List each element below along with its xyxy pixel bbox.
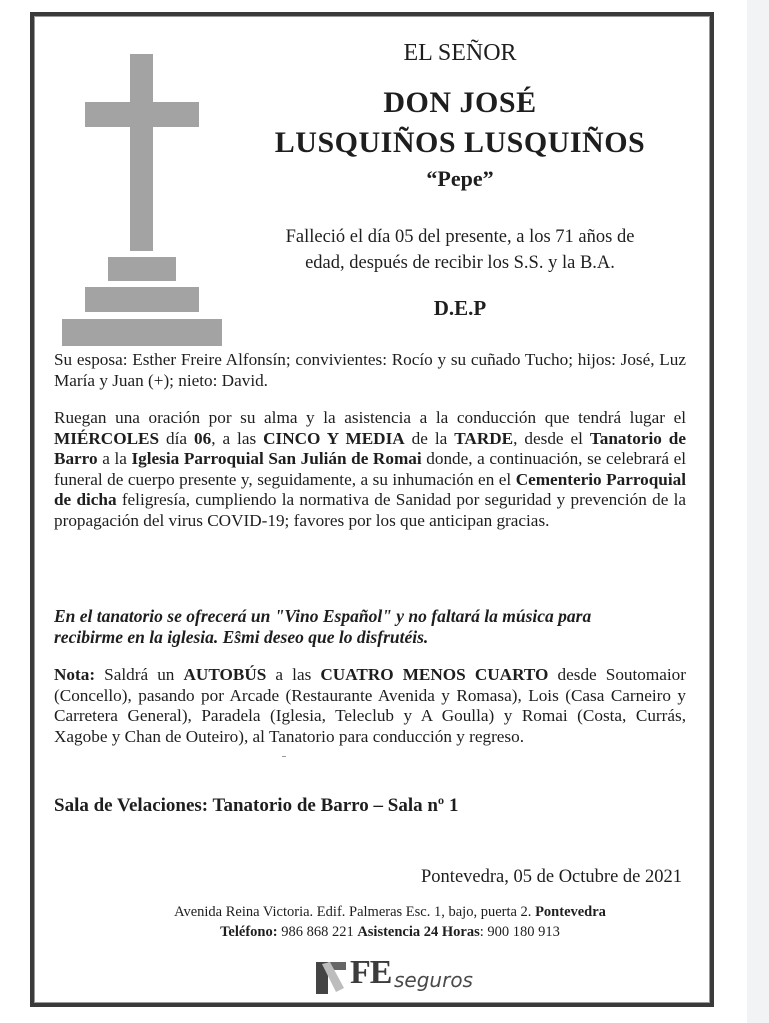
ceremony-text: , a las bbox=[211, 428, 264, 448]
ceremony-text: de la bbox=[404, 428, 455, 448]
ceremony-church: Iglesia Parroquial San Julián de Romai bbox=[131, 449, 422, 468]
ceremony-text: Ruegan una oración por su alma y la asistencia a la conducción que tendrá lugar el bbox=[54, 408, 686, 427]
note-text: desde Soutomaior (Concello), pasando por Arcade (Restaurante Avenida y Romasa), Lois (Casa Carneiro y Carretera General), Paradela (Iglesia, Teleclub y A Goulla) y Romai (Costa, Currás, Xagobe y Chan de Outeiro), al Tanatorio para conducción y regreso. bbox=[54, 665, 686, 746]
ceremony-origin: Tanatorio de Barro bbox=[54, 428, 686, 468]
deceased-name-line2: LUSQUIÑOS LUSQUIÑOS bbox=[274, 126, 646, 159]
note-bus: AUTOBÚS bbox=[183, 665, 267, 684]
scan-mark bbox=[282, 756, 286, 757]
ceremony-period: TARDE bbox=[454, 428, 514, 448]
dep-label: D.E.P bbox=[433, 296, 487, 320]
cross-step-bottom bbox=[62, 319, 222, 346]
ceremony-cemetery: Cementerio Parroquial de dicha bbox=[54, 469, 686, 509]
funeral-home-contact bbox=[80, 902, 700, 942]
wake-room: Sala de Velaciones: Tanatorio de Barro – Sala nº 1 bbox=[54, 795, 459, 816]
place-date: Pontevedra, 05 de Octubre de 2021 bbox=[421, 867, 682, 887]
death-statement-line1: Falleció el día 05 del presente, a los 71 años de bbox=[285, 227, 635, 247]
ceremony-text: feligresía, cumpliendo la normativa de Sanidad por seguridad y prevención de la propagación del virus COVID-19; favores por los que anticipan gracias. bbox=[54, 490, 686, 530]
assistance-label: Asistencia 24 Horas bbox=[357, 924, 480, 940]
deceased-nickname: “Pepe” bbox=[426, 166, 494, 191]
ceremony-text: día bbox=[159, 428, 194, 448]
wish-paragraph bbox=[54, 606, 686, 647]
address-line bbox=[80, 902, 700, 922]
family-paragraph: Su esposa: Esther Freire Alfonsín; convivientes: Rocío y su cuñado Tucho; hijos: José, Luz María y Juan (+); nieto: David. bbox=[54, 350, 686, 390]
ceremony-paragraph bbox=[54, 408, 686, 531]
logo-suffix: seguros bbox=[394, 968, 473, 992]
phone-label: Teléfono: bbox=[220, 924, 278, 940]
ceremony-text: donde, a continuación, se celebrará el funeral de cuerpo presente y, seguidamente, a su inhumación en el bbox=[54, 449, 686, 489]
fe-logo-mark-icon bbox=[316, 958, 346, 994]
bus-note-paragraph bbox=[54, 665, 686, 747]
death-statement bbox=[232, 224, 688, 276]
wish-line1: En el tanatorio se ofrecerá un "Vino Español" y no faltará la música para bbox=[54, 606, 592, 626]
address-text: Avenida Reina Victoria. Edif. Palmeras Esc. 1, bajo, puerta 2. bbox=[174, 904, 536, 920]
assistance-number: : 900 180 913 bbox=[479, 924, 560, 940]
note-text: a las bbox=[266, 665, 321, 684]
note-label: Nota: bbox=[54, 665, 96, 684]
phone-number: 986 868 221 bbox=[277, 924, 358, 940]
ceremony-text: , desde el bbox=[513, 428, 590, 448]
death-statement-line2: edad, después de recibir los S.S. y la B.A. bbox=[305, 253, 615, 273]
ceremony-text: a la bbox=[97, 449, 132, 468]
side-margin bbox=[747, 0, 769, 1023]
ceremony-time: CINCO Y MEDIA bbox=[263, 428, 405, 448]
cross-step-top bbox=[108, 257, 176, 281]
deceased-name-line1: DON JOSÉ bbox=[383, 86, 537, 119]
ceremony-day: MIÉRCOLES bbox=[54, 428, 160, 448]
logo-brand: FE bbox=[350, 954, 392, 991]
ceremony-date: 06 bbox=[194, 428, 212, 448]
title-el-senor: EL SEÑOR bbox=[403, 40, 517, 66]
note-text: Saldrá un bbox=[95, 665, 184, 684]
fe-seguros-logo bbox=[316, 954, 476, 998]
cross-vertical bbox=[130, 54, 153, 251]
phone-line bbox=[80, 922, 700, 942]
cross-horizontal bbox=[85, 102, 199, 127]
note-time: CUATRO MENOS CUARTO bbox=[320, 665, 549, 684]
address-city: Pontevedra bbox=[535, 904, 606, 920]
wish-line2: recibirme en la iglesia. Es̑mi deseo que lo disfrutéis. bbox=[54, 626, 429, 647]
cross-step-middle bbox=[85, 287, 199, 312]
cross-icon bbox=[60, 54, 222, 346]
